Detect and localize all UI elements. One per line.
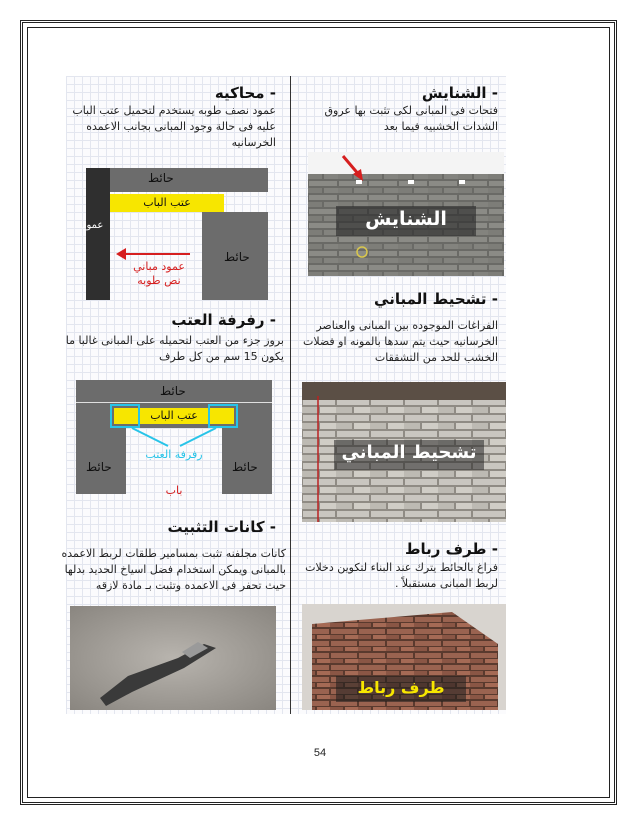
tie-plate-image <box>70 606 276 710</box>
diagram-label: حائط <box>160 384 186 398</box>
text-line: فتحات فى المبانى لكى تثبت بها عروق <box>324 104 498 117</box>
photo-kanat <box>70 606 276 710</box>
heading-kanat: - كانات التثبيت <box>167 518 276 536</box>
text-line: عمود نصف طوبه يستخدم لتحميل عتب الباب <box>72 104 276 117</box>
diagram-label: باب <box>165 484 183 497</box>
diagram-label: حائط <box>86 460 112 474</box>
diagram-label: عتب الباب <box>143 196 191 209</box>
diagram-mahakia <box>82 168 268 300</box>
text-line: يكون 15 سم من كل طرف <box>159 350 284 363</box>
text-line: الخرسانيه <box>231 136 276 149</box>
page-number: 54 <box>313 747 327 759</box>
diagram-label: حائط <box>224 250 250 264</box>
column-divider <box>290 76 291 714</box>
heading-rafrafa: - رفرفة العتب <box>171 311 276 329</box>
heading-tashheet: - تشحيط المباني <box>374 290 498 308</box>
diagram-label: عمود <box>82 220 104 231</box>
photo-label-taraf-rebat: طرف رباط <box>357 678 445 697</box>
text-line: كانات مجلفنه تثبت بمسامير طلقات لربط الاعمده <box>61 547 286 560</box>
text-line: بالمبانى ويمكن استخدام فضل اسياخ الحديد بدلها <box>64 563 286 576</box>
photo-shanayesh <box>308 152 504 276</box>
heading-taraf-rebat: - طرف رباط <box>404 540 498 558</box>
diagram-note: نص طوبه <box>137 274 181 287</box>
text-line: لربط المبانى مستقبلاً . <box>394 577 498 590</box>
diagram-label: رفرفة العتب <box>145 448 203 461</box>
heading-mahakia: - محاكيه <box>214 84 276 102</box>
photo-label-shanayesh: الشنايش <box>365 208 447 230</box>
text-kanat <box>61 546 286 594</box>
wall-block <box>86 168 268 192</box>
photo-tashheet <box>302 382 506 522</box>
text-line: الخرسانيه حيث يتم سدها بالمونه او فضلات <box>302 335 498 348</box>
text-line: حيث تحفر فى الاعمده وتثبت بـ مادة لازقه <box>95 579 286 592</box>
diagram-label: حائط <box>232 460 258 474</box>
text-mahakia <box>66 103 276 151</box>
text-line: الفراغات الموجوده بين المبانى والعناصر <box>316 319 498 332</box>
photo-taraf-rebat <box>302 604 506 710</box>
text-line: الخشب للحد من التشققات <box>374 351 498 364</box>
text-rafrafa <box>66 333 284 365</box>
text-line: عليه فى حالة وجود المبانى بجانب الاعمده <box>86 120 276 133</box>
diagram-label: حائط <box>148 171 174 185</box>
diagram-rafrafa <box>76 380 272 506</box>
text-shanayesh <box>298 103 498 135</box>
diagram-note: عمود مباني <box>133 260 185 273</box>
text-tashheet <box>298 318 498 366</box>
heading-shanayesh: - الشنايش <box>421 84 498 102</box>
column-block <box>86 168 110 300</box>
text-line: الشدات الخشبيه فيما بعد <box>383 120 498 133</box>
text-line: فراغ بالحائط يترك عند البناء لتكوين دخلات <box>305 561 498 574</box>
text-line: بروز جزء من العتب لتحميله على المبانى غالبا ما <box>65 334 284 347</box>
photo-label-tashheet: تشحيط المباني <box>341 442 477 463</box>
text-taraf-rebat <box>298 560 498 592</box>
diagram-label: عتب الباب <box>150 409 198 422</box>
